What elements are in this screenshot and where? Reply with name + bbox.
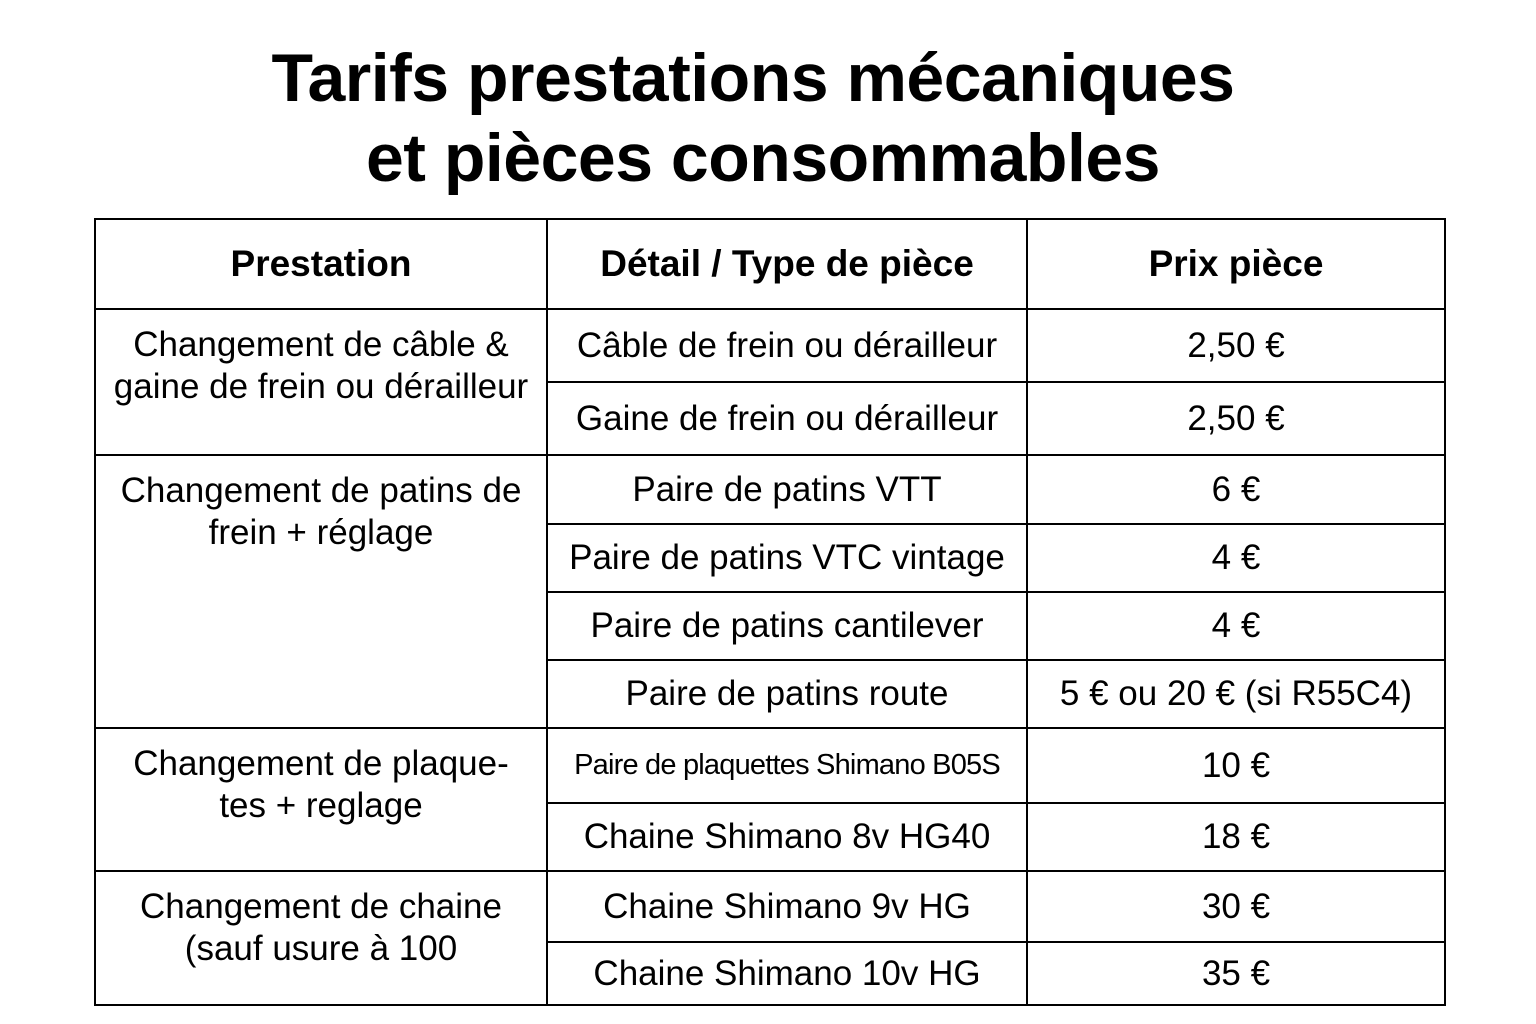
detail-cell: Câble de frein ou dérailleur: [547, 309, 1027, 382]
price-cell: 35 €: [1027, 942, 1445, 1005]
pricing-table: [94, 218, 1446, 1006]
price-cell: 4 €: [1027, 524, 1445, 592]
price-cell: 5 € ou 20 € (si R55C4): [1027, 660, 1445, 728]
table-row: [95, 728, 1445, 803]
detail-cell: Paire de patins VTT: [547, 455, 1027, 524]
detail-cell: Paire de plaquettes Shimano B05S: [547, 728, 1027, 803]
header-detail: Détail / Type de pièce: [547, 219, 1027, 309]
prestation-cable-gaine: Changement de câble & gaine de frein ou dérailleur: [95, 309, 547, 455]
table-row: [95, 871, 1445, 942]
title-line-1: Tarifs prestations mécaniques: [271, 40, 1235, 116]
detail-cell: Paire de patins route: [547, 660, 1027, 728]
detail-cell: Chaine Shimano 9v HG: [547, 871, 1027, 942]
prestation-patins: Changement de patins de frein + réglage: [95, 455, 547, 728]
table-row: [95, 455, 1445, 524]
detail-cell: Gaine de frein ou dérailleur: [547, 382, 1027, 455]
detail-cell: Chaine Shimano 8v HG40: [547, 803, 1027, 871]
price-cell: 2,50 €: [1027, 309, 1445, 382]
prestation-plaquettes: Changement de plaque-tes + reglage: [95, 728, 547, 871]
table-header-row: [95, 219, 1445, 309]
price-cell: 4 €: [1027, 592, 1445, 660]
price-cell: 30 €: [1027, 871, 1445, 942]
price-cell: 18 €: [1027, 803, 1445, 871]
detail-cell: Paire de patins cantilever: [547, 592, 1027, 660]
price-cell: 10 €: [1027, 728, 1445, 803]
prestation-chaine: Changement de chaine (sauf usure à 100: [95, 871, 547, 1005]
title-line-2: et pièces consommables: [365, 120, 1160, 196]
price-cell: 6 €: [1027, 455, 1445, 524]
header-prix: Prix pièce: [1027, 219, 1445, 309]
detail-cell: Paire de patins VTC vintage: [547, 524, 1027, 592]
detail-cell: Chaine Shimano 10v HG: [547, 942, 1027, 1005]
header-prestation: Prestation: [95, 219, 547, 309]
table-row: [95, 309, 1445, 382]
price-cell: 2,50 €: [1027, 382, 1445, 455]
page-title: [0, 38, 1506, 198]
